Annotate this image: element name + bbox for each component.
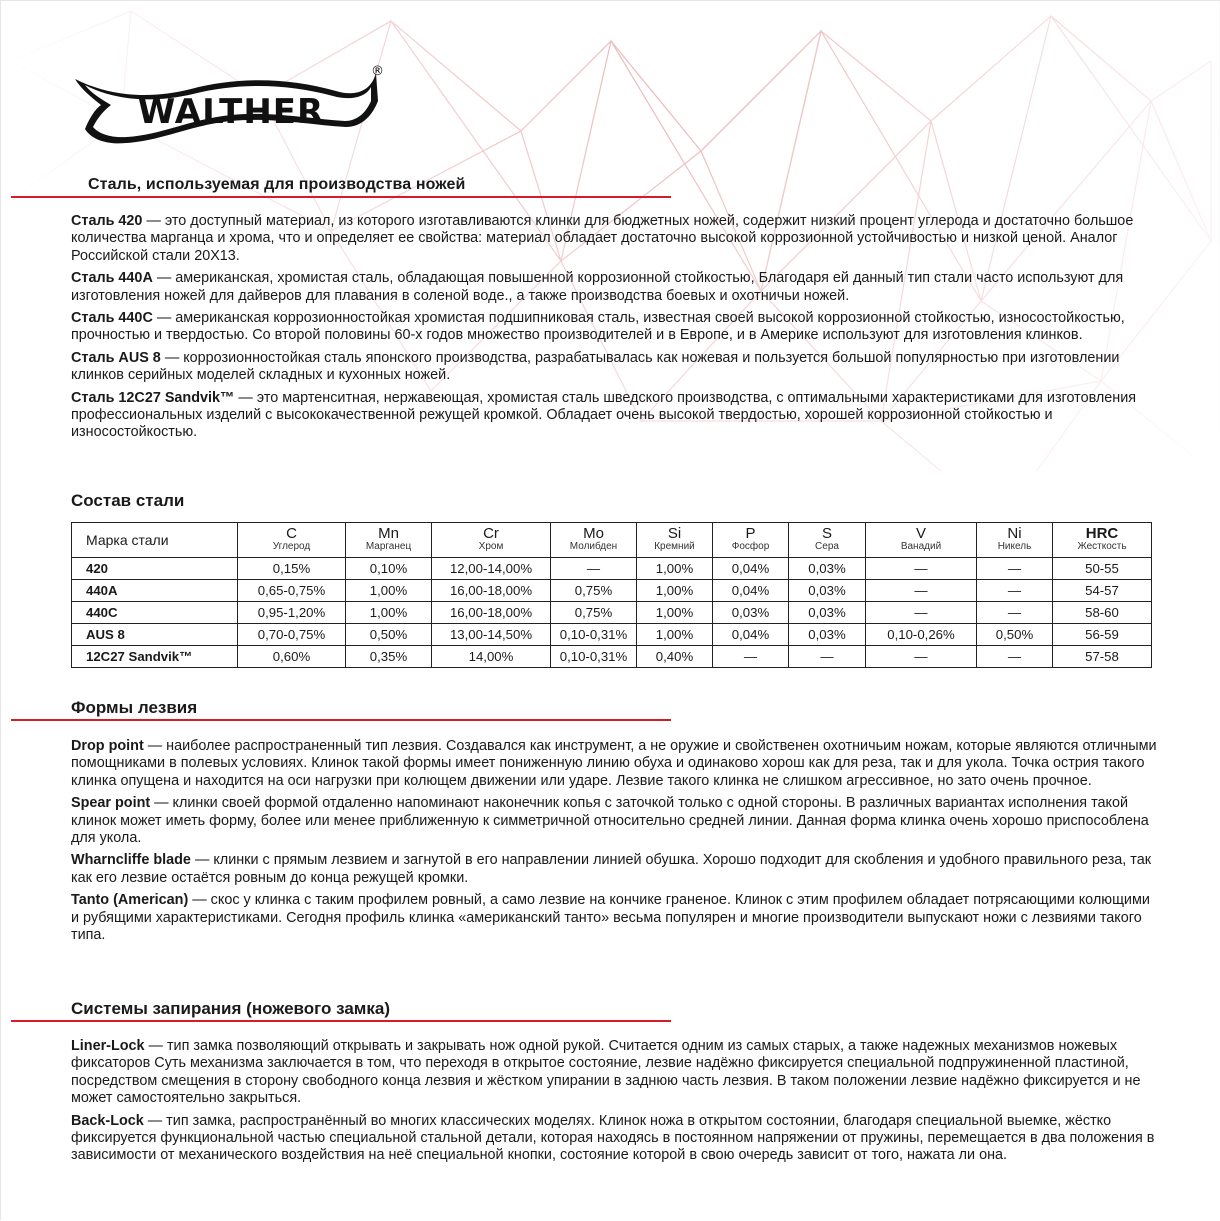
grade-cell: 440A bbox=[72, 580, 238, 602]
steel-descriptions bbox=[71, 213, 1161, 447]
blade-text: — скос у клинка с таким профилем ровный, а само лезвие на кончике граненое. Клинок с этим профилем обладает потрясающими колющими и рубящими характеристиками. Сегодня профиль клинка «американский танто» весьма популярен и многие производители выпускают ножи с лезвиями такого типа. bbox=[71, 892, 1150, 944]
value-cell: — bbox=[977, 602, 1053, 624]
table-header-row bbox=[72, 523, 1152, 558]
value-cell: 0,03% bbox=[789, 602, 866, 624]
blade-paragraph bbox=[71, 795, 1161, 847]
value-cell: 50-55 bbox=[1053, 558, 1152, 580]
steel-paragraph bbox=[71, 270, 1161, 305]
blade-text: — наиболее распространенный тип лезвия. Создавался как инструмент, а не оружие и свойственен охотничьим ножам, которые являются отличными помощниками в полевых условиях. Клинок такой формы имеет пониженную линию обуха и одинаково хорош как для реза, так и для укола. Точка острия такого клинка опущена и находится на оси нагрузки при колющем движении или ударе. Лезвие такого клинка не слишком агрессивное, но зато очень прочное. bbox=[71, 738, 1157, 789]
value-cell: 58-60 bbox=[1053, 602, 1152, 624]
table-row bbox=[72, 646, 1152, 668]
steel-paragraph bbox=[71, 350, 1161, 385]
blade-descriptions bbox=[71, 738, 1161, 949]
lock-name: Liner-Lock bbox=[71, 1038, 145, 1054]
column-name: Жесткость bbox=[1077, 541, 1127, 552]
blade-paragraph bbox=[71, 892, 1161, 944]
page-title: Сталь, используемая для производства ножей bbox=[88, 176, 466, 193]
value-cell: 0,10-0,26% bbox=[866, 624, 977, 646]
value-cell: 56-59 bbox=[1053, 624, 1152, 646]
value-cell: — bbox=[866, 580, 977, 602]
column-name: Кремний bbox=[654, 541, 695, 552]
value-cell: — bbox=[713, 646, 789, 668]
value-cell: — bbox=[789, 646, 866, 668]
value-cell: 1,00% bbox=[637, 580, 713, 602]
value-cell: 0,03% bbox=[789, 558, 866, 580]
logo-wordmark: WALTHER bbox=[137, 92, 325, 132]
steel-text: — коррозионностойкая сталь японского производства, разрабатывалась как ножевая и пользуется большой популярностью при изготовлении клинков серийных моделей складных и кухонных ножей. bbox=[71, 349, 1120, 384]
value-cell: 0,04% bbox=[713, 624, 789, 646]
column-name: Углерод bbox=[272, 541, 311, 552]
grade-cell: 440C bbox=[72, 602, 238, 624]
value-cell: 1,00% bbox=[346, 580, 432, 602]
column-header bbox=[789, 523, 866, 558]
value-cell: 16,00-18,00% bbox=[432, 580, 551, 602]
blade-name: Spear point bbox=[71, 795, 151, 812]
blade-paragraph bbox=[71, 852, 1161, 887]
column-header bbox=[346, 523, 432, 558]
column-name: Фосфор bbox=[731, 541, 770, 552]
value-cell: 0,03% bbox=[789, 624, 866, 646]
column-symbol: HRC bbox=[1085, 525, 1119, 542]
section-divider bbox=[11, 1020, 671, 1022]
blade-name: Wharncliffe blade bbox=[71, 852, 191, 869]
blade-paragraph bbox=[71, 738, 1161, 790]
steel-name: Сталь AUS 8 bbox=[71, 349, 161, 366]
column-header bbox=[637, 523, 713, 558]
value-cell: 0,04% bbox=[713, 558, 789, 580]
value-cell: 54-57 bbox=[1053, 580, 1152, 602]
column-header bbox=[977, 523, 1053, 558]
value-cell: 0,65-0,75% bbox=[238, 580, 346, 602]
steel-name: Сталь 420 bbox=[71, 213, 143, 229]
value-cell: 0,60% bbox=[238, 646, 346, 668]
column-symbol: Cr bbox=[483, 525, 499, 542]
column-symbol: Mn bbox=[378, 525, 399, 542]
value-cell: 0,50% bbox=[977, 624, 1053, 646]
column-header bbox=[238, 523, 346, 558]
value-cell: 0,03% bbox=[713, 602, 789, 624]
column-name: Молибден bbox=[569, 541, 618, 552]
column-symbol: V bbox=[915, 525, 926, 542]
value-cell: 12,00-14,00% bbox=[432, 558, 551, 580]
value-cell: 57-58 bbox=[1053, 646, 1152, 668]
value-cell: 13,00-14,50% bbox=[432, 624, 551, 646]
table-row bbox=[72, 558, 1152, 580]
value-cell: 1,00% bbox=[346, 602, 432, 624]
column-header bbox=[432, 523, 551, 558]
steel-text: — это мартенситная, нержавеющая, хромистая сталь шведского производства, с оптимальными характеристиками для изготовления профессиональных изделий с высококачественной режущей кромкой. Обладает очень высокой твердостью, хорошей коррозионной стойкостью и износостойкостью. bbox=[71, 389, 1137, 441]
header-bar bbox=[11, 170, 671, 198]
value-cell: 0,03% bbox=[789, 580, 866, 602]
composition-table bbox=[71, 522, 1152, 668]
value-cell: 0,10% bbox=[346, 558, 432, 580]
composition-title: Состав стали bbox=[71, 491, 185, 510]
value-cell: 0,35% bbox=[346, 646, 432, 668]
value-cell: 0,10-0,31% bbox=[551, 646, 637, 668]
column-symbol: Ni bbox=[1007, 525, 1022, 542]
column-header bbox=[713, 523, 789, 558]
blade-text: — клинки своей формой отдаленно напоминают наконечник копья с заточкой только с одной стороны. В различных вариантах исполнения такой клинок может иметь форму, более или менее приближенную к симметричной относительно средней линии. Данная форма клинка очень хорошо приспособлена для укола. bbox=[71, 795, 1149, 847]
value-cell: 1,00% bbox=[637, 602, 713, 624]
walther-logo bbox=[71, 61, 386, 151]
column-symbol: Si bbox=[667, 525, 682, 542]
locks-title: Системы запирания (ножевого замка) bbox=[71, 999, 390, 1018]
value-cell: 16,00-18,00% bbox=[432, 602, 551, 624]
blade-name: Tanto (American) bbox=[71, 892, 189, 909]
value-cell: — bbox=[866, 602, 977, 624]
steel-text: — американская коррозионностойкая хромистая подшипниковая сталь, известная своей высокой коррозионной стойкостью, износостойкостью, прочностью и твердостью. Со второй половины 60-х годов множество производителей и в Европе, и в Америке используют для изготовления клинков. bbox=[71, 310, 1125, 344]
value-cell: 0,10-0,31% bbox=[551, 624, 637, 646]
value-cell: 0,70-0,75% bbox=[238, 624, 346, 646]
table-row bbox=[72, 602, 1152, 624]
lock-paragraph bbox=[71, 1038, 1161, 1108]
lock-name: Back-Lock bbox=[71, 1112, 144, 1129]
table-row bbox=[72, 580, 1152, 602]
grade-cell: AUS 8 bbox=[72, 624, 238, 646]
value-cell: 0,15% bbox=[238, 558, 346, 580]
grade-cell: 12C27 Sandvik™ bbox=[72, 646, 238, 668]
lock-paragraph bbox=[71, 1113, 1161, 1165]
value-cell: — bbox=[866, 646, 977, 668]
value-cell: 1,00% bbox=[637, 624, 713, 646]
value-cell: 0,40% bbox=[637, 646, 713, 668]
column-name: Сера bbox=[815, 541, 839, 552]
steel-name: Сталь 12С27 Sandvik™ bbox=[71, 389, 235, 406]
steel-text: — это доступный материал, из которого изготавливаются клинки для бюджетных ножей, содержит низкий процент углерода и достаточно большое количества марганца и хрома, что и определяет ее свойства: материал обладает достаточно высокой коррозионной устойчивостью и низкой ценой. Аналог Российской стали 20Х13. bbox=[71, 213, 1134, 264]
value-cell: 14,00% bbox=[432, 646, 551, 668]
value-cell: 1,00% bbox=[637, 558, 713, 580]
column-symbol: C bbox=[286, 525, 297, 542]
steel-name: Сталь 440A bbox=[71, 270, 153, 287]
column-header bbox=[866, 523, 977, 558]
value-cell: 0,75% bbox=[551, 580, 637, 602]
value-cell: — bbox=[551, 558, 637, 580]
value-cell: — bbox=[866, 558, 977, 580]
lock-text: — тип замка позволяющий открывать и закрывать нож одной рукой. Считается одним из самых старых, а также надежных механизмов ножевых фиксаторов Суть механизма заключается в том, что переходя в открытое состояние, лезвие надёжно фиксируется специальной подпружиненной пластиной, посредством смещения в сторону свободного конца лезвия и жёстком упирании в заднюю часть лезвия. В таком положении лезвие надёжно фиксируется и не может самостоятельно закрыться. bbox=[71, 1038, 1141, 1107]
value-cell: — bbox=[977, 580, 1053, 602]
lock-descriptions bbox=[71, 1038, 1161, 1170]
table-row bbox=[72, 624, 1152, 646]
column-name: Никель bbox=[997, 541, 1032, 552]
column-header bbox=[1053, 523, 1152, 558]
section-divider bbox=[11, 719, 671, 721]
grade-header: Марка стали bbox=[72, 523, 238, 558]
grade-cell: 420 bbox=[72, 558, 238, 580]
column-name: Ванадий bbox=[900, 541, 942, 552]
blades-title: Формы лезвия bbox=[71, 698, 198, 717]
value-cell: 0,50% bbox=[346, 624, 432, 646]
column-symbol: P bbox=[745, 525, 756, 542]
blade-text: — клинки с прямым лезвием и загнутой в его направлении линией обушка. Хорошо подходит для скобления и удобного правильного реза, так как его лезвие остаётся ровным до конца режущей кромки. bbox=[71, 852, 1152, 886]
value-cell: 0,75% bbox=[551, 602, 637, 624]
steel-paragraph bbox=[71, 213, 1161, 265]
steel-paragraph bbox=[71, 390, 1161, 442]
column-name: Марганец bbox=[365, 541, 412, 552]
registered-mark: ® bbox=[371, 64, 384, 79]
steel-text: — американская, хромистая сталь, обладающая повышенной коррозионной стойкостью, Благодаря ей данный тип стали часто используют для изготовления ножей для дайверов для плавания в соленой воде., а также производства боевых и охотничьи ножей. bbox=[71, 270, 1124, 304]
value-cell: 0,95-1,20% bbox=[238, 602, 346, 624]
column-symbol: S bbox=[821, 525, 832, 542]
column-symbol: Mo bbox=[583, 525, 604, 542]
lock-text: — тип замка, распространённый во многих классических моделях. Клинок ножа в открытом состоянии, благодаря специальной выемке, жёстко фиксируется функциональной частью специальной стальной детали, которая находясь в постоянном напряжении от пружины, перемещается в два положения в зависимости от механического воздействия на неё специальной кнопки, состояние которой в свою очередь зависит от того, нажата ли она. bbox=[71, 1112, 1155, 1164]
blade-name: Drop point bbox=[71, 738, 144, 754]
value-cell: — bbox=[977, 646, 1053, 668]
steel-paragraph bbox=[71, 310, 1161, 345]
value-cell: — bbox=[977, 558, 1053, 580]
steel-name: Сталь 440C bbox=[71, 310, 153, 327]
column-header bbox=[551, 523, 637, 558]
value-cell: 0,04% bbox=[713, 580, 789, 602]
column-name: Хром bbox=[478, 541, 504, 552]
